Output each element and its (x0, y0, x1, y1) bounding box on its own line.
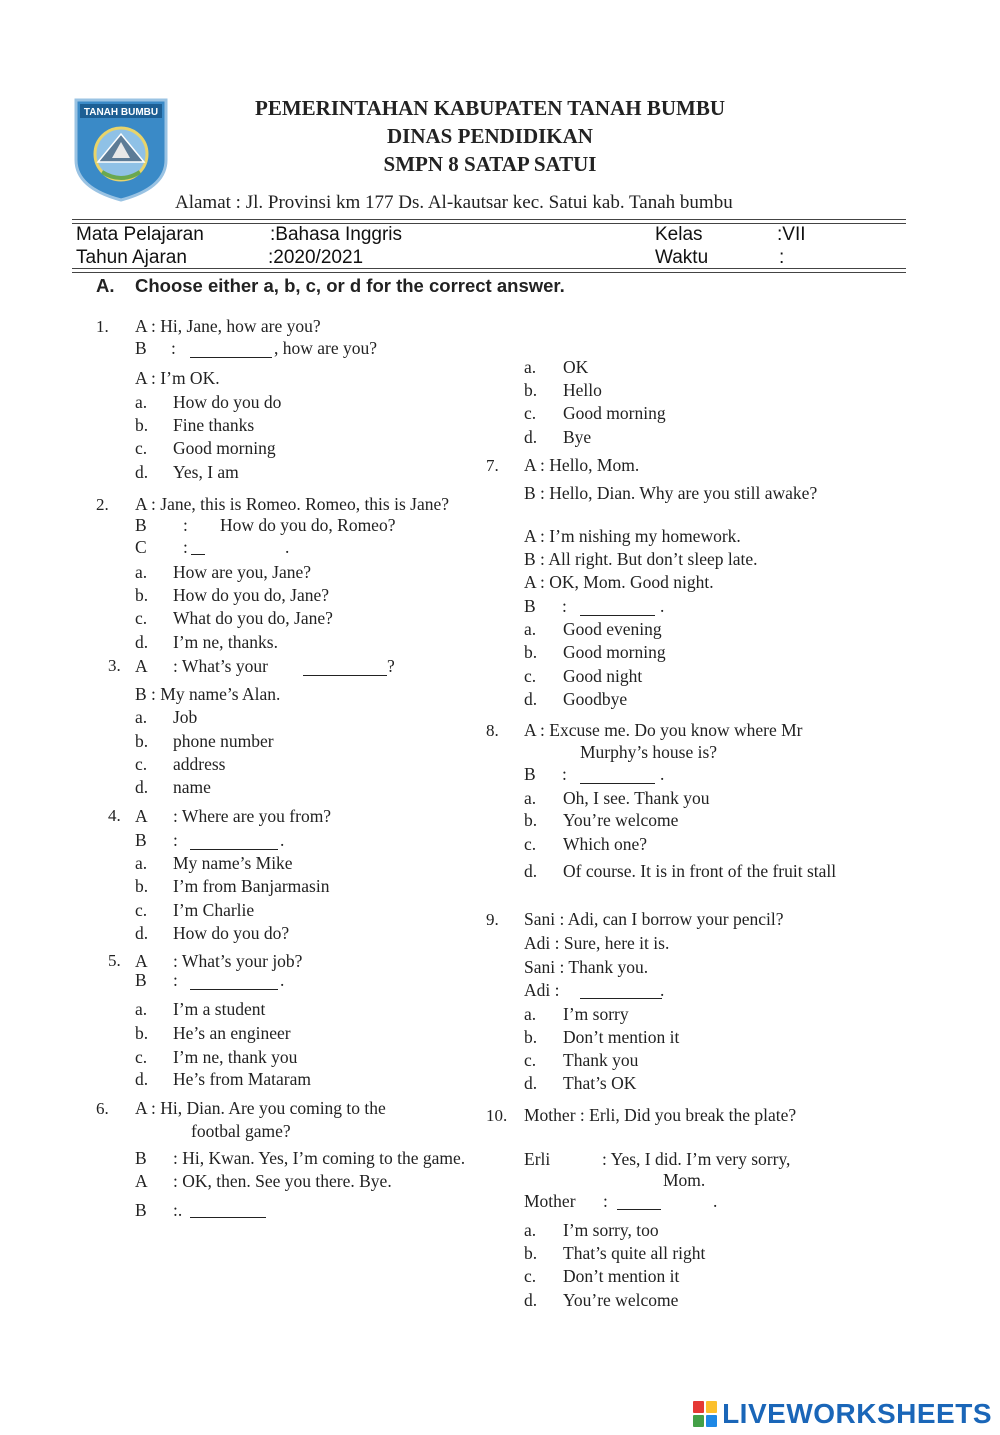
header-department: DINAS PENDIDIKAN (387, 124, 593, 148)
option-b[interactable]: That’s quite all right (563, 1243, 706, 1263)
question-number: 9. (486, 910, 499, 929)
speaker: B (135, 338, 147, 358)
option-a[interactable]: Good evening (563, 619, 662, 639)
option-b[interactable]: Fine thanks (173, 415, 255, 435)
option-c[interactable]: Good morning (173, 438, 276, 458)
dialogue-line: , how are you? (274, 338, 378, 358)
year-value: :2020/2021 (268, 247, 364, 268)
option-d[interactable]: name (173, 777, 211, 797)
liveworksheets-icon (692, 1399, 718, 1429)
speaker: C (135, 537, 147, 557)
dialogue-line: : Where are you from? (173, 806, 332, 826)
dialogue-line: A : Hi, Dian. Are you coming to the (135, 1098, 386, 1118)
dialogue-line: footbal game? (191, 1121, 291, 1141)
option-letter: b. (524, 642, 538, 662)
option-letter: a. (135, 853, 148, 873)
question-number: 7. (486, 456, 499, 475)
speaker: B (524, 764, 536, 784)
question-number: 10. (486, 1106, 508, 1125)
option-a[interactable]: I’m a student (173, 999, 266, 1019)
period: . (285, 537, 290, 557)
question-number: 3. (108, 656, 121, 675)
option-letter: c. (135, 608, 148, 628)
option-a[interactable]: How do you do (173, 392, 282, 412)
option-d[interactable]: Bye (563, 427, 592, 447)
answer-blank[interactable] (190, 835, 278, 850)
option-letter: c. (135, 900, 148, 920)
option-letter: d. (135, 777, 149, 797)
option-a[interactable]: I’m sorry (563, 1004, 629, 1024)
speaker: A (135, 951, 148, 971)
option-letter: a. (524, 788, 537, 808)
option-letter: b. (524, 380, 538, 400)
option-letter: d. (135, 923, 149, 943)
option-letter: c. (524, 1266, 537, 1286)
question-number: 5. (108, 951, 121, 970)
dialogue-line: Sani : Adi, can I borrow your pencil? (524, 909, 784, 929)
speaker: B (135, 970, 147, 990)
question-number: 1. (96, 317, 109, 336)
option-c[interactable]: Good morning (563, 403, 666, 423)
option-letter: d. (524, 427, 538, 447)
option-letter: c. (524, 1050, 537, 1070)
option-c[interactable]: Don’t mention it (563, 1266, 680, 1286)
option-a[interactable]: I’m sorry, too (563, 1220, 659, 1240)
colon: : (183, 515, 188, 535)
colon: : (183, 537, 188, 557)
colon: : (562, 596, 567, 616)
speaker: B (135, 830, 147, 850)
option-letter: a. (135, 707, 148, 727)
option-letter: d. (524, 861, 538, 881)
dialogue-line: Sani : Thank you. (524, 957, 649, 977)
answer-blank[interactable] (190, 1203, 266, 1218)
dialogue-line: : OK, then. See you there. Bye. (173, 1171, 392, 1191)
dialogue-line: : Yes, I did. I’m very sorry, (602, 1149, 791, 1169)
option-d[interactable]: Goodbye (563, 689, 628, 709)
option-letter: c. (524, 403, 537, 423)
option-d[interactable]: How do you do? (173, 923, 290, 943)
period: . (280, 970, 285, 990)
speaker: Erli (524, 1149, 551, 1169)
question-mark: ? (387, 656, 395, 676)
option-letter: c. (135, 438, 148, 458)
dialogue-line: : What’s your (173, 656, 268, 676)
option-letter: d. (524, 1290, 538, 1310)
option-letter: d. (524, 689, 538, 709)
dialogue-line: A : Hello, Mom. (524, 455, 640, 475)
answer-blank[interactable] (580, 984, 662, 999)
option-letter: b. (524, 1243, 538, 1263)
option-b[interactable]: You’re welcome (563, 810, 679, 830)
option-b[interactable]: Don’t mention it (563, 1027, 680, 1047)
option-c[interactable]: address (173, 754, 226, 774)
option-c[interactable]: I’m Charlie (173, 900, 255, 920)
option-b[interactable]: I’m from Banjarmasin (173, 876, 330, 896)
header-government: PEMERINTAHAN KABUPATEN TANAH BUMBU (255, 96, 725, 120)
option-c[interactable]: What do you do, Jane? (173, 608, 333, 628)
period: . (280, 830, 285, 850)
answer-blank[interactable] (190, 975, 278, 990)
header-rule-bottom (72, 268, 906, 269)
option-d[interactable]: Yes, I am (173, 462, 239, 482)
option-d[interactable]: You’re welcome (563, 1290, 679, 1310)
option-letter: c. (524, 834, 537, 854)
option-letter: b. (135, 415, 149, 435)
option-b[interactable]: How do you do, Jane? (173, 585, 330, 605)
period: . (660, 596, 665, 616)
brand-name: LIVEWORKSHEETS (722, 1398, 992, 1429)
dialogue-line: A : Excuse me. Do you know where Mr (524, 720, 803, 740)
dialogue-line: Murphy’s house is? (580, 742, 718, 762)
speaker: A (135, 1171, 148, 1191)
dialogue-line: How do you do, Romeo? (220, 515, 396, 535)
option-letter: a. (135, 562, 148, 582)
dialogue-line: B : My name’s Alan. (135, 684, 281, 704)
section-instruction: Choose either a, b, c, or d for the correct answer. (135, 275, 565, 296)
header-rule-bottom-2 (72, 272, 906, 273)
answer-blank[interactable] (617, 1195, 661, 1210)
logo-text: TANAH BUMBU (83, 107, 159, 118)
time-value: : (779, 247, 785, 268)
speaker: B (135, 1148, 147, 1168)
option-letter: a. (135, 999, 148, 1019)
dialogue-line: A : Hi, Jane, how are you? (135, 316, 321, 336)
header-school: SMPN 8 SATAP SATUI (383, 152, 597, 176)
speaker: A (135, 806, 148, 826)
option-letter: b. (524, 810, 538, 830)
speaker: Adi : (524, 980, 560, 1000)
option-letter: a. (524, 357, 537, 377)
dialogue-line: A : I’m nishing my homework. (524, 526, 741, 546)
option-b[interactable]: phone number (173, 731, 274, 751)
option-letter: b. (135, 876, 149, 896)
dialogue-line: : What’s your job? (173, 951, 303, 971)
speaker: B (135, 1200, 147, 1220)
question-number: 6. (96, 1099, 109, 1118)
question-number: 2. (96, 495, 109, 514)
option-letter: a. (135, 392, 148, 412)
answer-blank[interactable] (303, 661, 387, 676)
dialogue-line: Mother : Erli, Did you break the plate? (524, 1105, 797, 1125)
colon: : (173, 970, 178, 990)
option-a[interactable]: Job (173, 707, 198, 727)
question-number: 8. (486, 721, 499, 740)
class-label: Kelas (655, 224, 703, 245)
answer-blank[interactable] (190, 343, 272, 358)
option-b[interactable]: Good morning (563, 642, 666, 662)
option-letter: a. (524, 1220, 537, 1240)
answer-blank[interactable] (580, 601, 655, 616)
subject-label: Mata Pelajaran (76, 224, 204, 245)
period: . (713, 1191, 718, 1211)
colon: : (171, 338, 176, 358)
option-a[interactable]: My name’s Mike (173, 853, 293, 873)
colon: :. (173, 1200, 183, 1220)
option-letter: b. (524, 1027, 538, 1047)
option-c[interactable]: Thank you (563, 1050, 639, 1070)
speaker: B (524, 596, 536, 616)
option-letter: a. (524, 1004, 537, 1024)
option-letter: c. (135, 1047, 148, 1067)
option-letter: d. (135, 462, 149, 482)
option-d[interactable]: Of course. It is in front of the fruit stall (563, 861, 837, 881)
class-value: :VII (777, 224, 806, 245)
option-letter: d. (524, 1073, 538, 1093)
option-c[interactable]: I’m ne, thank you (173, 1047, 298, 1067)
option-d[interactable]: I’m ne, thanks. (173, 632, 278, 652)
school-address: Alamat : Jl. Provinsi km 177 Ds. Al-kautsar kec. Satui kab. Tanah bumbu (175, 192, 733, 213)
option-c[interactable]: Good night (563, 666, 643, 686)
option-c[interactable]: Which one? (563, 834, 648, 854)
option-b[interactable]: Hello (563, 380, 602, 400)
option-a[interactable]: OK (563, 357, 589, 377)
colon: : (562, 764, 567, 784)
option-b[interactable]: He’s an engineer (173, 1023, 291, 1043)
dialogue-line: A : OK, Mom. Good night. (524, 572, 714, 592)
liveworksheets-brand[interactable] (692, 1396, 992, 1432)
dialogue-line: B : Hello, Dian. Why are you still awake? (524, 483, 818, 503)
dialogue-line: : Hi, Kwan. Yes, I’m coming to the game. (173, 1148, 466, 1168)
dialogue-line: A : I’m OK. (135, 368, 220, 388)
option-letter: a. (524, 619, 537, 639)
speaker: A (135, 656, 148, 676)
option-letter: b. (135, 1023, 149, 1043)
speaker: B (135, 515, 147, 535)
option-letter: b. (135, 731, 149, 751)
dialogue-line: B : All right. But don’t sleep late. (524, 549, 758, 569)
answer-blank[interactable] (580, 769, 655, 784)
tanah-bumbu-logo (72, 96, 170, 202)
period: . (660, 980, 665, 1000)
dialogue-line: Adi : Sure, here it is. (524, 933, 670, 953)
option-d[interactable]: He’s from Mataram (173, 1069, 312, 1089)
option-a[interactable]: How are you, Jane? (173, 562, 312, 582)
option-letter: d. (135, 1069, 149, 1089)
option-letter: c. (524, 666, 537, 686)
option-letter: b. (135, 585, 149, 605)
dialogue-line: A : Jane, this is Romeo. Romeo, this is Jane? (135, 494, 450, 514)
header-rule-top (72, 219, 906, 220)
answer-blank[interactable] (191, 540, 205, 555)
colon: : (603, 1191, 608, 1211)
speaker: Mother (524, 1191, 576, 1211)
time-label: Waktu (655, 247, 709, 268)
option-a[interactable]: Oh, I see. Thank you (563, 788, 710, 808)
dialogue-line: Mom. (663, 1170, 706, 1190)
section-letter: A. (96, 275, 115, 296)
option-letter: d. (135, 632, 149, 652)
question-number: 4. (108, 806, 121, 825)
colon: : (173, 830, 178, 850)
option-letter: c. (135, 754, 148, 774)
option-d[interactable]: That’s OK (563, 1073, 637, 1093)
year-label: Tahun Ajaran (76, 247, 187, 268)
period: . (660, 764, 665, 784)
subject-value: :Bahasa Inggris (270, 224, 403, 245)
